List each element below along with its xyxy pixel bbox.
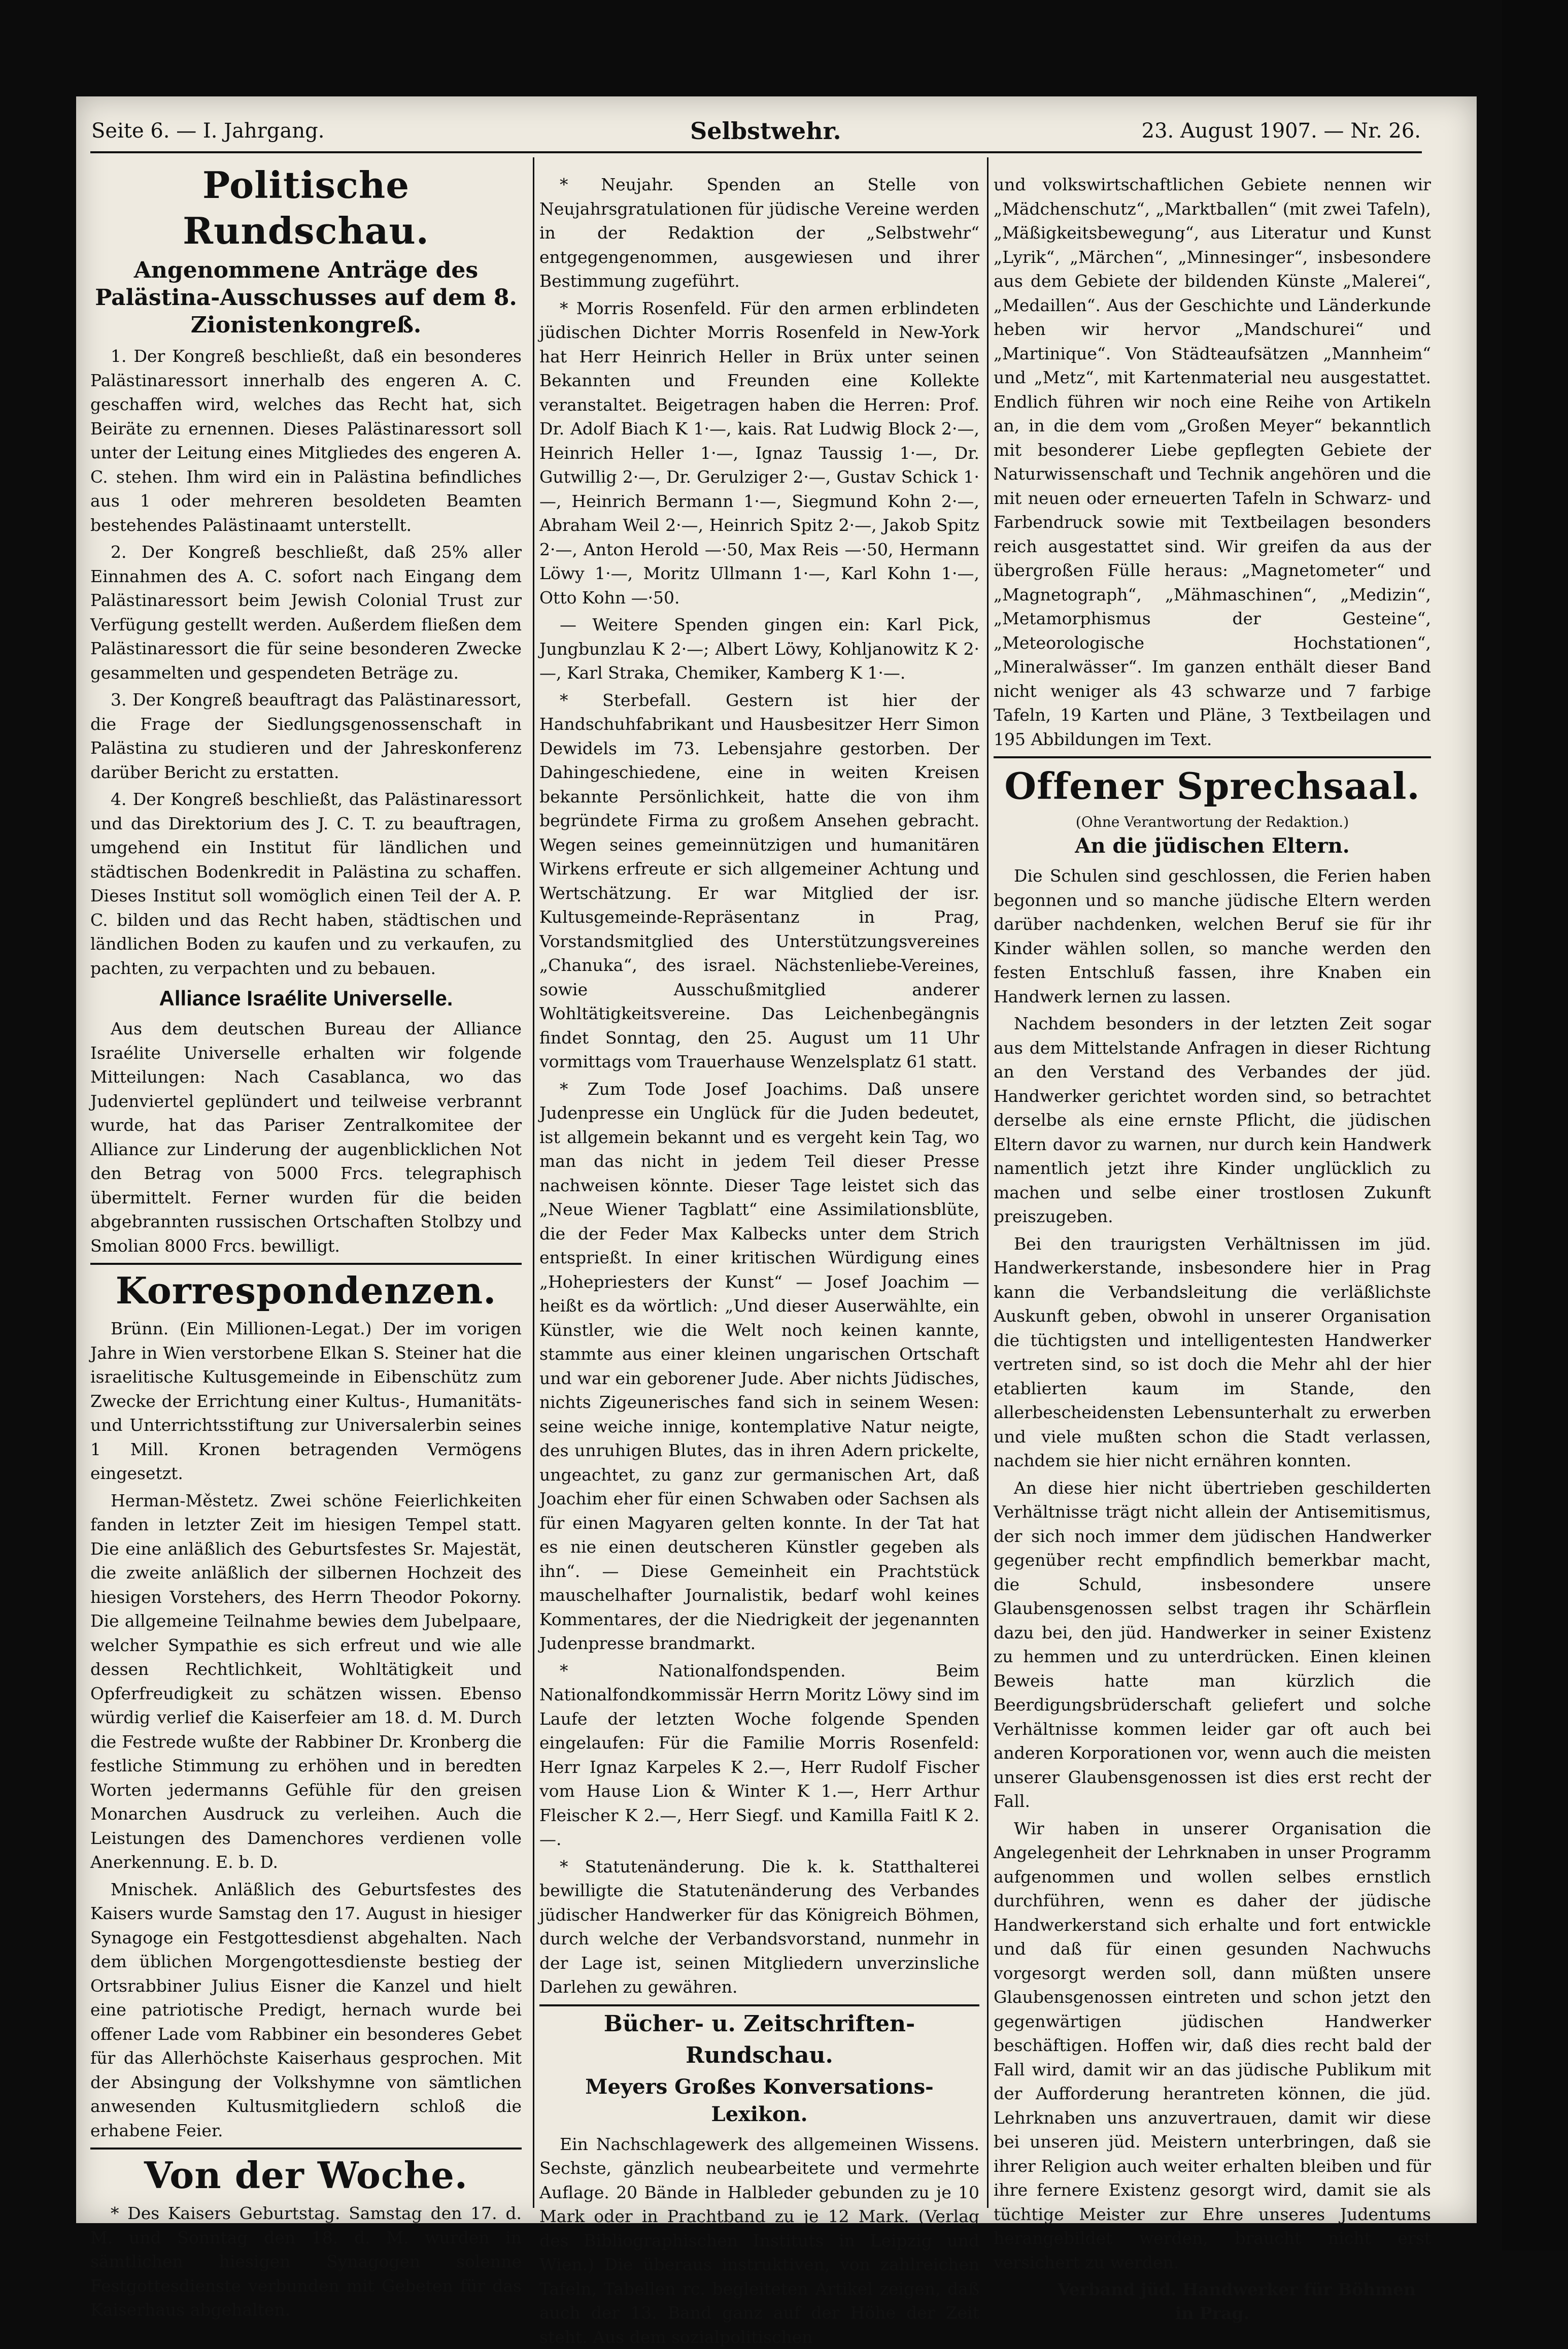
header-left: Seite 6. — I. Jahrgang. <box>91 119 324 143</box>
article-paragraph: * Statutenänderung. Die k. k. Statthalterei bewilligte die Statutenänderung des Verbandes jüdischer Handwerker für das Königreich Böhmen, durch welche der Verbandsvorstand, nunmehr in der Lage ist, seinen Mitgliedern unverzinsliche Darlehen zu gewähren. <box>539 1855 979 1999</box>
subheading-meyers: Meyers Großes Konversations-Lexikon. <box>539 2073 979 2128</box>
section-rule <box>90 2147 522 2150</box>
heading-buecher-rundschau: Bücher- u. Zeitschriften-Rundschau. <box>539 2008 979 2071</box>
heading-juedische-eltern: An die jüdischen Eltern. <box>994 832 1431 860</box>
heading-politische-rundschau: Politische Rundschau. <box>90 162 522 254</box>
header-right: 23. August 1907. — Nr. 26. <box>1142 119 1421 143</box>
masthead-title: Selbstwehr. <box>690 117 841 145</box>
article-paragraph: * Sterbefall. Gestern ist hier der Handschuhfabrikant und Hausbesitzer Herr Simon Dewidels im 73. Lebensjahre gestorben. Der Dahingeschiedene, eine in weiten Kreisen bekannte Persönlichkeit, hatte die von ihm begründete Firma zu großem Ansehen gebracht. Wegen seines gemeinnützigen und humanitären Wirkens erfreute er sich allgemeiner Achtung und Wertschätzung. Er war Mitglied der isr. Kultusgemeinde-Repräsentanz in Prag, Vorstandsmitglied des Unterstützungsvereines „Chanuka“, des israel. Nächstenliebe-Vereines, sowie Ausschußmitglied anderer Wohltätigkeitsvereine. Das Leichenbegängnis findet Sonntag, den 25. August um 11 Uhr vormittags vom Trauerhause Wenzelsplatz 61 statt. <box>539 688 979 1074</box>
article-paragraph: 3. Der Kongreß beauftragt das Palästinaressort, die Frage der Siedlungsgenossenschaft in Palästina zu studieren und der Jahreskonferenz darüber Bericht zu erstatten. <box>90 688 522 784</box>
column-divider-2 <box>987 157 988 2208</box>
article-paragraph: Nachdem besonders in der letzten Zeit sogar aus dem Mittelstande Anfragen in dieser Richtung an den Verstand des Verbandes der jüd. Handwerker gerichtet worden sind, so betrachtet derselbe als eine ernste Pflicht, die jüdischen Eltern davor zu warnen, nur durch kein Handwerk namentlich jetzt ihre Kinder unglücklich zu machen und selbe einer trostlosen Zukunft preiszugeben. <box>994 1012 1431 1229</box>
scan-right-margin <box>1502 0 1568 2251</box>
article-paragraph: Herman-Městetz. Zwei schöne Feierlichkeiten fanden in letzter Zeit im hiesigen Tempel statt. Die eine anläßlich des Geburtsfestes Sr. Majestät, die zweite anläßlich der silbernen Hochzeit des hiesigen Vorstehers, des Herrn Theodor Pokorny. Die allgemeine Teilnahme bewies dem Jubelpaare, welcher Sympathie es sich erfreut und wie alle dessen Rechtlichkeit, Wohltätigkeit und Opferfreudigkeit zu schätzen wissen. Ebenso würdig verlief die Kaiserfeier am 18. d. M. Durch die Festrede wußte der Rabbiner Dr. Kronberg die festliche Stimmung zu erhöhen und in beredten Worten jedermanns Gefühle für den greisen Monarchen Ausdruck zu verleihen. Auch die Leistungen des Damenchores verdienen volle Anerkennung. E. b. D. <box>90 1489 522 1874</box>
article-paragraph: 1. Der Kongreß beschließt, daß ein besonderes Palästinaressort innerhalb des engeren A. C. geschaffen wird, welches das Recht hat, sich Beiräte zu ernennen. Dieses Palästinaressort soll unter der Leitung eines Mitgliedes des engeren A. C. stehen. Ihm wird ein in Palästina befindliches aus 1 oder mehreren besoldeten Beamten bestehendes Palästinaamt unterstellt. <box>90 344 522 537</box>
article-paragraph: — Weitere Spenden gingen ein: Karl Pick, Jungbunzlau K 2·—; Albert Löwy, Kohljanowitz K 2·—, Karl Straka, Chemiker, Kamberg K 1·—. <box>539 613 979 685</box>
article-paragraph: Die Schulen sind geschlossen, die Ferien haben begonnen und so manche jüdische Eltern werden darüber nachdenken, welchen Beruf sie für ihr Kinder wählen sollen, so manche werden den festen Entschluß fassen, ihre Knaben ein Handwerk lernen zu lassen. <box>994 864 1431 1009</box>
article-paragraph: * Nationalfondspenden. Beim Nationalfondkommissär Herrn Moritz Löwy sind im Laufe der letzten Woche folgende Spenden eingelaufen: Für die Familie Morris Rosenfeld: Herr Ignaz Karpeles K 2.—, Herr Rudolf Fischer vom Hause Lion & Winter K 1.—, Herr Arthur Fleischer K 2.—, Herr Siegf. und Kamilla Faitl K 2.—. <box>539 1659 979 1852</box>
page-header <box>91 119 1421 150</box>
header-rule <box>90 151 1422 153</box>
section-rule <box>994 756 1431 758</box>
section-rule <box>539 2004 979 2006</box>
article-paragraph: Wir haben in unserer Organisation die Angelegenheit der Lehrknaben in unser Programm aufgenommen und wollen selbes ernstlich durchführen, wenn es daher der jüdische Handwerkerstand sich erhalte und fort entwickle und daß für einen gesunden Nachwuchs vorgesorgt werden soll, dann müßten unsere Glaubensgenossen eintreten und schon jetzt den gegenwärtigen jüdischen Handwerker beschäftigen. Hoffen wir, daß dies recht bald der Fall wird, damit wir an das jüdische Publikum mit der Aufforderung herantreten können, die jüd. Lehrknaben uns anzuvertrauen, damit wir diese bei unseren jüd. Meistern unterbringen, daß sie ihrer Religion auch weiter erhalten bleiben und für ihre fernere Existenz gesorgt wird, damit sie als tüchtige Meister zur Ehre unseres Judentums herangebildet werden, braucht nicht erst versichert zu werden. <box>994 1817 1431 2275</box>
signature-line-1: Verband jüd. Handwerker für Böhmen <box>994 2277 1416 2301</box>
article-paragraph: und volkswirtschaftlichen Gebiete nennen wir „Mädchenschutz“, „Marktballen“ (mit zwei Tafeln), „Mäßigkeitsbewegung“, aus Literatur und Kunst „Lyrik“, „Märchen“, „Minnesinger“, insbesondere aus dem Gebiete der bildenden Künste „Malerei“, „Medaillen“. Aus der Geschichte und Länderkunde heben wir hervor „Mandschurei“ und „Martinique“. Von Städteaufsätzen „Mannheim“ und „Metz“, mit Kartenmaterial neu ausgestattet. Endlich führen wir noch eine Reihe von Artikeln an, in die dem vom „Großen Meyer“ bekanntlich mit besonderer Liebe gepflegten Gebiete der Naturwissenschaft und Technik angehören und die mit neuen oder erneuerten Tafeln in Schwarz- und Farbendruck sowie mit Textbeilagen besonders reich ausgestattet sind. Wir greifen da aus der übergroßen Fülle heraus: „Magnetometer“ und „Magnetograph“, „Mähmaschinen“, „Medizin“, „Metamorphismus der Gesteine“, „Meteorologische Hochstationen“, „Mineralwässer“. Im ganzen enthält dieser Band nicht weniger als 43 schwarze und 7 farbige Tafeln, 19 Karten und Pläne, 3 Textbeilagen und 195 Abbildungen im Text. <box>994 173 1431 751</box>
article-paragraph: * Des Kaisers Geburtstag. Samstag den 17. d. M. und Sonntag den 18. d. M. wurden in sämtlichen hiesigen Synagogen solenne Festgottesdienste verbunden mit Gebeten für das Kaiserhaus abgehalten. <box>90 2201 522 2322</box>
article-paragraph: * Morris Rosenfeld. Für den armen erblindeten jüdischen Dichter Morris Rosenfeld in New-York hat Herr Heinrich Heller in Brüx unter seinen Bekannten und Freunden eine Kollekte veranstaltet. Beigetragen haben die Herren: Prof. Dr. Adolf Biach K 1·—, kais. Rat Ludwig Block 2·—, Heinrich Heller 1·—, Ignaz Taussig 1·—, Dr. Gutwillig 2·—, Dr. Gerulziger 2·—, Gustav Schick 1·—, Heinrich Bermann 1·—, Siegmund Kohn 2·—, Abraham Weil 2·—, Heinrich Spitz 2·—, Jakob Spitz 2·—, Anton Herold —·50, Max Reis —·50, Hermann Löwy 1·—, Moritz Ullmann 1·—, Karl Kohn 1·—, Otto Kohn —·50. <box>539 296 979 610</box>
article-paragraph: Bei den traurigsten Verhältnissen im jüd. Handwerkerstande, insbesondere hier in Prag kann die Verbandsleitung die verläßlichste Auskunft geben, obwohl in unserer Organisation die tüchtigsten und intelligentesten Handwerker vertreten sind, so ist doch die Mehr ahl der hier etablierten kaum im Stande, den allerbescheidensten Lebensunterhalt zu erwerben und viele mußten schon die Stadt verlassen, nachdem sie hier nicht ernähren konnten. <box>994 1232 1431 1473</box>
article-paragraph: 4. Der Kongreß beschließt, das Palästinaressort und das Direktorium des J. C. T. zu beauftragen, umgehend ein Institut für ländlichen und städtischen Bodenkredit in Palästina zu schaffen. Dieses Institut soll womöglich einen Teil der A. P. C. bilden und das Recht haben, städtischen und ländlichen Boden zu kaufen und zu verkaufen, zu pachten, zu verpachten und zu bebauen. <box>90 787 522 980</box>
article-paragraph: * Zum Tode Josef Joachims. Daß unsere Judenpresse ein Unglück für die Juden bedeutet, ist allgemein bekannt und es vergeht kein Tag, wo man das nicht in jedem Teil dieser Presse nachweisen könnte. Dieser Tage leistet sich das „Neue Wiener Tagblatt“ eine Assimilationsblüte, die der Feder Max Kalbecks unter dem Strich entsprießt. In einer kritischen Würdigung eines „Hohepriesters der Kunst“ — Josef Joachim — heißt es da wörtlich: „Und dieser Auserwählte, ein Künstler, wie die Welt noch keinen kannte, stammte aus einer kleinen ungarischen Ortschaft und war ein geborener Jude. Aber nichts Jüdisches, nichts Zigeunerisches fand sich in seinem Wesen: seine weiche innige, kontemplative Natur neigte, des unruhigen Blutes, das in ihren Adern prickelte, ungeachtet, zu ganz zur germanischen Art, daß Joachim eher für einen Schwaben oder Sachsen als für einen Magyaren gelten konnte. In der Tat hat es nie einen deutscheren Künstler gegeben als ihn“. — Diese Gemeinheit ein Prachtstück mauschelhafter Journalistik, bedarf wohl keines Kommentares, der die Niedrigkeit der jegenannten Judenpresse brandmarkt. <box>539 1077 979 1656</box>
article-paragraph: Aus dem deutschen Bureau der Alliance Israélite Universelle erhalten wir folgende Mitteilungen: Nach Casablanca, wo das Judenviertel geplündert und teilweise verbrannt wurde, hat das Pariser Zentralkomitee der Alliance zur Linderung der augenblicklichen Not den Betrag von 5000 Frcs. telegraphisch übermittelt. Ferner wurden für die beiden abgebrannten russischen Ortschaften Stolbzy und Smolian 8000 Frcs. bewilligt. <box>90 1017 522 1258</box>
column-divider-1 <box>533 157 534 2208</box>
article-paragraph: Ein Nachschlagewerk des allgemeinen Wissens. Sechste, gänzlich neubearbeitete und vermehrte Auflage. 20 Bände in Halbleder gebunden zu je 10 Mark oder in Prachtband zu je 12 Mark. (Verlag des Bibliographischen Instituts in Leipzig und Wien.) Die überaus instruktiven, von zahlreichen Tafeln, Tabellen rc. begleiteten Artikel zeigen, daß auch der 13. Band ganz auf der Höhe der Zeit steht. Aus dem sozialpolitischen <box>539 2132 979 2349</box>
sprechsaal-note: (Ohne Verantwortung der Redaktion.) <box>994 812 1431 832</box>
subheading-palaestina: Angenommene Anträge des Palästina-Ausschusses auf dem 8. Zionistenkongreß. <box>90 257 522 339</box>
heading-korrespondenzen: Korrespondenzen. <box>90 1268 522 1314</box>
column-2 <box>539 173 979 2213</box>
article-paragraph: * Neujahr. Spenden an Stelle von Neujahrsgratulationen für jüdische Vereine werden in der Redaktion der „Selbstwehr“ entgegengenommen, ausgewiesen und ihrer Bestimmung zugeführt. <box>539 173 979 293</box>
column-1 <box>90 162 522 2213</box>
heading-alliance: Alliance Israélite Universelle. <box>90 983 522 1014</box>
article-paragraph: 2. Der Kongreß beschließt, daß 25% aller Einnahmen des A. C. sofort nach Eingang dem Palästinaressort beim Jewish Colonial Trust zur Verfügung gestellt werden. Außerdem fließen dem Palästinaressort die für seine besonderen Zwecke gesammelten und gespendeten Beträge zu. <box>90 540 522 685</box>
column-3 <box>994 173 1431 2213</box>
article-paragraph: Brünn. (Ein Millionen-Legat.) Der im vorigen Jahre in Wien verstorbene Elkan S. Steiner hat die israelitische Kultusgemeinde in Eibenschütz zum Zwecke der Errichtung einer Kultus-, Humanitäts- und Unterrichtsstiftung zur Universalerbin seines 1 Mill. Kronen betragenden Vermögens eingesetzt. <box>90 1317 522 1486</box>
heading-von-der-woche: Von der Woche. <box>90 2153 522 2198</box>
article-paragraph: Mnischek. Anläßlich des Geburtsfestes des Kaisers wurde Samstag den 17. August in hiesiger Synagoge ein Festgottesdienst abgehalten. Nach dem üblichen Morgengottesdienste bestieg der Ortsrabbiner Julius Eisner die Kanzel und hielt eine patriotische Predigt, hernach wurde bei offener Lade vom Rabbiner ein besonderes Gebet für das Allerhöchste Kaiserhaus gesprochen. Mit der Absingung der Volkshymne von sämtlichen anwesenden Kultusmitgliedern schloß die erhabene Feier. <box>90 1877 522 2143</box>
heading-offener-sprechsaal: Offener Sprechsaal. <box>994 763 1431 809</box>
article-paragraph: An diese hier nicht übertrieben geschilderten Verhältnisse trägt nicht allein der Antisemitismus, der sich noch immer dem jüdischen Handwerker gegenüber recht empfindlich bemerkbar macht, die Schuld, insbesondere unsere Glaubensgenossen selbst tragen ihr Schärflein dazu bei, den jüd. Handwerker in seiner Existenz zu hemmen und zu unterdrücken. Einen kleinen Beweis hatte man kürzlich die Beerdigungsbrüderschaft geliefert und solche Verhältnisse kommen leider gar oft auch bei anderen Korporationen vor, wenn auch die meisten unserer Glaubensgenossen ist dies erst recht der Fall. <box>994 1476 1431 1814</box>
section-rule <box>90 1263 522 1265</box>
signature-line-2: in Prag. <box>994 2301 1431 2325</box>
